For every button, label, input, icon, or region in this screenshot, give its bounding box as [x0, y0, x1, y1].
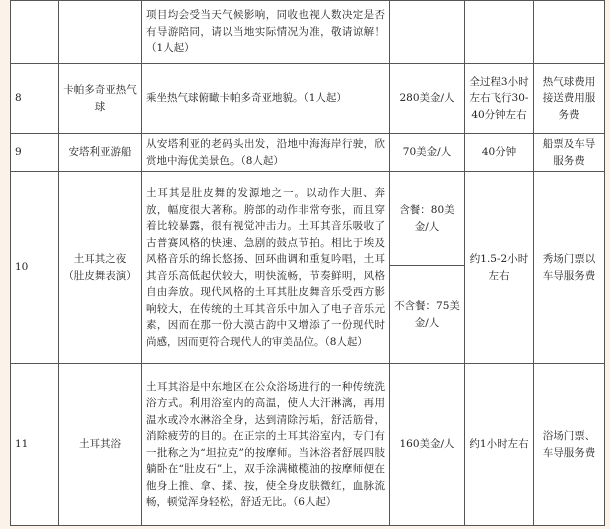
- item-number: 9: [11, 134, 59, 172]
- item-duration: 全过程3小时左右飞行30-40分钟左右: [465, 64, 534, 134]
- item-description: 从安塔利亚的老码头出发，沿地中海海岸行驶，欣赏地中海优美景色。（8人起）: [142, 134, 390, 172]
- item-price: 280美金/人: [390, 64, 465, 134]
- item-name-line: （肚皮舞表演）: [63, 269, 137, 282]
- item-duration: 40分钟: [465, 134, 534, 172]
- table-row: [11, 172, 605, 266]
- item-price: [390, 1, 465, 64]
- item-duration: [465, 1, 534, 64]
- item-includes: 热气球费用接送费用服务费: [534, 64, 605, 134]
- item-includes: 秀场门票以车导服务费: [534, 172, 605, 364]
- item-number: [11, 1, 59, 64]
- item-description: 乘坐热气球俯瞰卡帕多奇亚地貌。（1人起）: [142, 64, 390, 134]
- item-name: [59, 1, 142, 64]
- item-price: 70美金/人: [390, 134, 465, 172]
- item-number: 8: [11, 64, 59, 134]
- item-name: 安塔利亚游船: [59, 134, 142, 172]
- item-description: 土耳其浴是中东地区在公众浴场进行的一种传统洗浴方式。利用浴室内的高温，使人大汗淋漓，再用温水或冷水淋浴全身，达到清除污垢，舒活筋骨，消除疲劳的目的。在正宗的土耳其浴室内，专门有一批称之为“坦拉克”的按摩师。当沐浴者舒展四肢躺卧在“肚皮石”上，双手涂满橄榄油的按摩师便在他身上推、拿、揉、按，使全身皮肤微红，血脉流畅，顿觉浑身轻松，舒适无比。（6人起）: [142, 364, 390, 526]
- item-name: [59, 172, 142, 364]
- item-number: 10: [11, 172, 59, 364]
- item-includes: 船票及车导服务费: [534, 134, 605, 172]
- optional-tours-table: [10, 0, 605, 526]
- table-row: [11, 364, 605, 526]
- item-name: 卡帕多奇亚热气球: [59, 64, 142, 134]
- item-name-line: 土耳其之夜: [73, 253, 127, 265]
- item-description: 土耳其是肚皮舞的发源地之一。以动作大胆、奔放，幅度很大著称。胯部的动作非常夸张，而且穿着比较暴露，很有视觉冲击力。土耳其音乐吸收了古普赛风格的快速、急剧的鼓点节拍。相比于埃及风格音乐的绵长悠扬、回环曲调和重复吟唱，土耳其音乐高低起伏较大，明快流畅，节奏鲜明，风格自由奔放。现代风格的土耳其肚皮舞音乐受西方影响较大，在传统的土耳其音乐中加入了电子音乐元素，因而在那一份大漠古韵中又增添了一份现代时尚感，因而更符合现代人的审美品位。（8人起）: [142, 172, 390, 364]
- item-price: 160美金/人: [390, 364, 465, 526]
- item-description: 项目均会受当天气候影响，同收也视人数决定是否有导游陪同，请以当地实际情况为准，敬请谅解！（1人起）: [142, 1, 390, 64]
- item-duration: 约1小时左右: [465, 364, 534, 526]
- item-includes: [534, 1, 605, 64]
- item-duration: 约1.5-2小时左右: [465, 172, 534, 364]
- item-includes: 浴场门票、车导服务费: [534, 364, 605, 526]
- table-row: [11, 64, 605, 134]
- item-price-without-meal: 不含餐：75美金/人: [390, 266, 465, 364]
- item-number: 11: [11, 364, 59, 526]
- item-name: 土耳其浴: [59, 364, 142, 526]
- table-row: [11, 134, 605, 172]
- item-price-with-meal: 含餐：80美金/人: [390, 172, 465, 266]
- table-row: [11, 1, 605, 64]
